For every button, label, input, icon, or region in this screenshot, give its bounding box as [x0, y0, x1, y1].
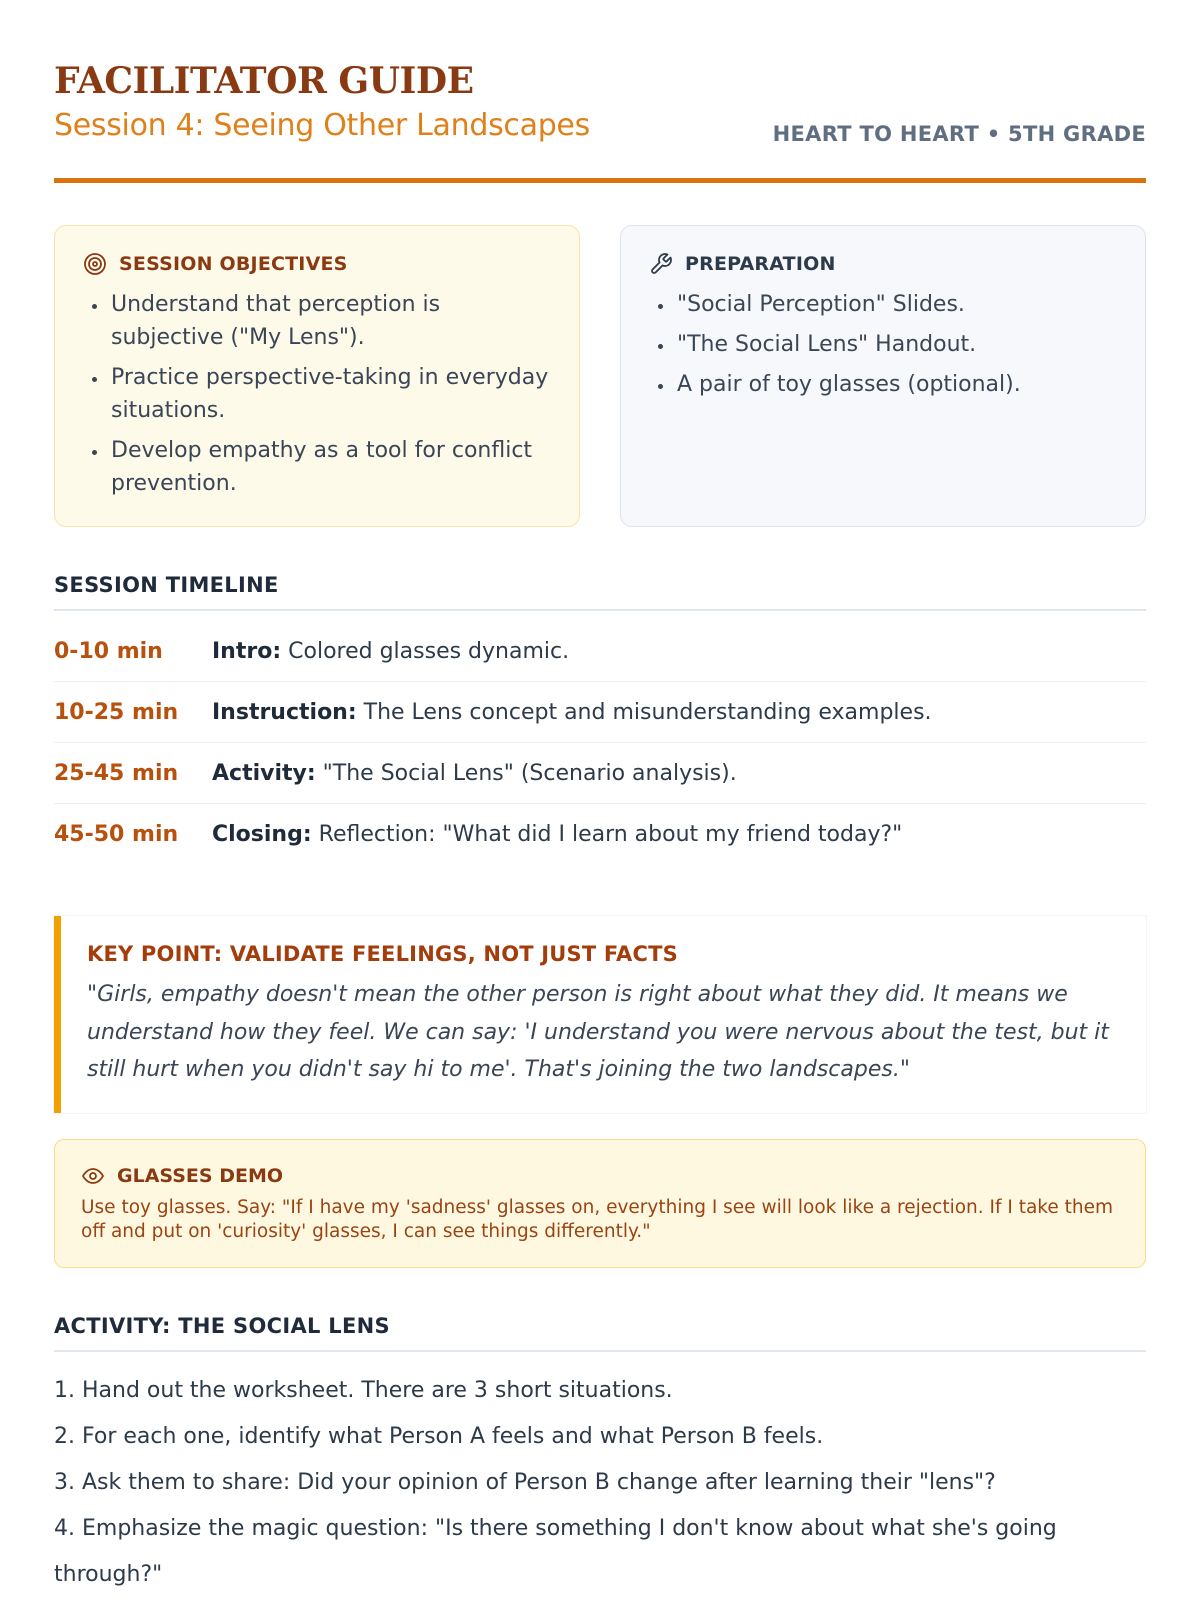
- timeline-heading: SESSION TIMELINE: [54, 573, 1146, 611]
- program-label: HEART TO HEART • 5TH GRADE: [772, 122, 1146, 146]
- objectives-header: [83, 252, 551, 276]
- timeline-label: Closing:: [212, 821, 312, 847]
- timeline-text: Colored glasses dynamic.: [281, 638, 570, 664]
- key-point-callout: [54, 916, 1146, 1113]
- preparation-item: • A pair of toy glasses (optional).: [675, 368, 1117, 401]
- page-title: FACILITATOR GUIDE: [54, 60, 474, 102]
- glasses-demo-box: [54, 1139, 1146, 1268]
- preparation-box: [620, 225, 1146, 527]
- activity-step: 3. Ask them to share: Did your opinion of Person B change after learning their "lens"?: [54, 1469, 996, 1495]
- key-point-quote: "Girls, empathy doesn't mean the other person is right about what they did. It means we understand how they feel. We can say: 'I understand you were nervous about the test, but it still hurt when you didn't say hi to me'. That's joining the two landscapes.": [87, 982, 1109, 1082]
- timeline-label: Intro:: [212, 638, 282, 664]
- objectives-list: [83, 288, 551, 500]
- timeline-row: [54, 804, 1146, 864]
- objectives-title: SESSION OBJECTIVES: [119, 253, 348, 275]
- timeline-label: Instruction:: [212, 699, 357, 725]
- timeline-time: 0-10 min: [54, 638, 163, 664]
- target-icon: [83, 252, 107, 276]
- preparation-item: • "The Social Lens" Handout.: [675, 328, 1117, 361]
- preparation-header: [649, 252, 1117, 276]
- timeline-row: [54, 682, 1146, 743]
- demo-header: [81, 1164, 1119, 1188]
- activity-steps: [54, 1368, 1146, 1598]
- timeline-text: The Lens concept and misunderstanding examples.: [356, 699, 932, 725]
- activity-step: 2. For each one, identify what Person A feels and what Person B feels.: [54, 1423, 824, 1449]
- timeline-description: [212, 639, 569, 664]
- timeline-text: Reflection: "What did I learn about my friend today?": [311, 821, 903, 847]
- session-timeline: [54, 621, 1146, 864]
- objectives-box: [54, 225, 580, 527]
- timeline-row: [54, 621, 1146, 682]
- preparation-item: • "Social Perception" Slides.: [675, 288, 1117, 321]
- timeline-row: [54, 743, 1146, 804]
- timeline-time: 45-50 min: [54, 821, 179, 847]
- objective-item: • Develop empathy as a tool for conflict prevention.: [109, 434, 551, 500]
- wrench-icon: [649, 252, 673, 276]
- info-boxes: [54, 225, 1146, 527]
- demo-title: GLASSES DEMO: [117, 1164, 284, 1187]
- timeline-description: [212, 761, 737, 786]
- timeline-text: "The Social Lens" (Scenario analysis).: [315, 760, 737, 786]
- timeline-description: [212, 822, 902, 847]
- eye-icon: [81, 1164, 105, 1188]
- key-point-title: KEY POINT: VALIDATE FEELINGS, NOT JUST FACTS: [87, 942, 678, 966]
- preparation-list: [649, 288, 1117, 401]
- session-subtitle: Session 4: Seeing Other Landscapes: [54, 108, 590, 143]
- objective-item: • Practice perspective-taking in everyday situations.: [109, 361, 551, 427]
- demo-text: Use toy glasses. Say: "If I have my 'sadness' glasses on, everything I see will look like a rejection. If I take them off and put on 'curiosity' glasses, I can see things differently.": [81, 1196, 1114, 1242]
- page-header: [54, 0, 1146, 183]
- preparation-title: PREPARATION: [685, 253, 836, 275]
- timeline-time: 10-25 min: [54, 699, 179, 725]
- timeline-description: [212, 700, 932, 725]
- activity-step: 4. Emphasize the magic question: "Is there something I don't know about what she's going through?": [54, 1515, 1057, 1587]
- timeline-time: 25-45 min: [54, 760, 179, 786]
- activity-heading: ACTIVITY: THE SOCIAL LENS: [54, 1314, 1146, 1352]
- activity-step: 1. Hand out the worksheet. There are 3 short situations.: [54, 1377, 673, 1403]
- timeline-label: Activity:: [212, 760, 316, 786]
- objective-item: • Understand that perception is subjective ("My Lens").: [109, 288, 551, 354]
